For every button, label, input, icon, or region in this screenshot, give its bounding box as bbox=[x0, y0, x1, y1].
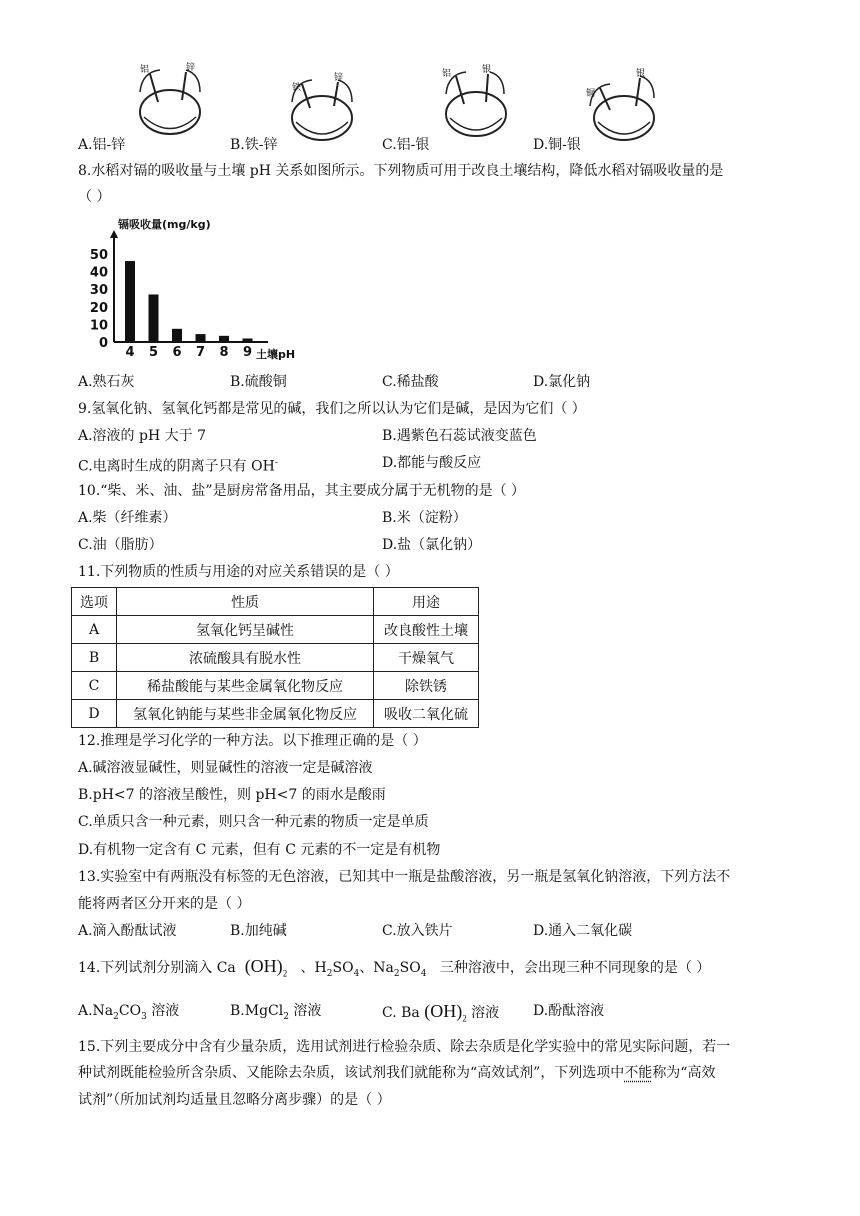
table-row bbox=[72, 700, 479, 728]
x-tick-label: 7 bbox=[195, 345, 206, 360]
table-cell: 稀盐酸能与某些金属氧化物反应 bbox=[117, 672, 374, 700]
q13-option-b: B.加纯碱 bbox=[230, 923, 287, 939]
electrode-left-label: 铜 bbox=[586, 89, 596, 99]
q15-line2-c: 称为“高效 bbox=[652, 1065, 716, 1081]
y-tick-label: 0 bbox=[98, 336, 108, 351]
q7-option-b: B.铁-锌 bbox=[230, 137, 278, 153]
q13-option-d: D.通入二氧化碳 bbox=[533, 923, 633, 939]
x-tick-label: 8 bbox=[219, 345, 229, 360]
table-cell: B bbox=[72, 644, 117, 672]
q14-stem-suffix: 三种溶液中，会出现三种不同现象的是（ ） bbox=[439, 960, 711, 976]
q10-option-d: D.盐（氯化钠） bbox=[382, 537, 482, 553]
table-header-row bbox=[72, 588, 479, 616]
table-row bbox=[72, 644, 479, 672]
q15-emphasis: 不能 bbox=[624, 1065, 653, 1081]
q9-option-d: D.都能与酸反应 bbox=[382, 455, 482, 471]
hydroxide-group: $(OH)_2$ bbox=[244, 956, 288, 979]
q14-option-c bbox=[382, 1001, 499, 1029]
q14-option-a-tail: CO bbox=[118, 1003, 142, 1019]
y-tick-label: 50 bbox=[89, 248, 108, 263]
so4-formula: SO bbox=[332, 960, 354, 976]
table-row bbox=[72, 672, 479, 700]
q15-line3: 试剂”（所加试剂均适量且忽略分离步骤）的是（ ） bbox=[78, 1092, 391, 1108]
x-tick-label: 6 bbox=[172, 345, 182, 360]
x-axis-label: 土壤pH bbox=[256, 348, 296, 361]
electrode-left-label: 铝 bbox=[442, 69, 452, 79]
so4-formula: SO bbox=[399, 960, 421, 976]
x-tick-label: 9 bbox=[242, 345, 253, 360]
q11-stem: 11.下列物质的性质与用途的对应关系错误的是（ ） bbox=[78, 564, 399, 580]
q14-option-b-unit: 溶液 bbox=[293, 1003, 322, 1019]
q8-option-a: A.熟石灰 bbox=[78, 374, 135, 390]
bar bbox=[196, 334, 206, 342]
y-axis-arrow bbox=[110, 230, 118, 238]
table-cell: 氢氧化钙呈碱性 bbox=[117, 616, 374, 644]
hydroxide-group: $(OH)_2$ bbox=[424, 1001, 467, 1024]
q9-option-b: B.遇紫色石蕊试液变蓝色 bbox=[382, 428, 537, 444]
q7-figure-c bbox=[436, 62, 516, 142]
q11-table bbox=[71, 587, 479, 728]
q8-option-d: D.氯化钠 bbox=[533, 374, 591, 390]
q12-option-b: B.pH<7 的溶液呈酸性，则 pH<7 的雨水是酸雨 bbox=[78, 787, 386, 803]
q13-option-c: C.放入铁片 bbox=[382, 923, 453, 939]
x-axis-ticks bbox=[125, 345, 252, 360]
electrode-right-label: 锌 bbox=[186, 63, 196, 73]
q8-stem: 8.水稻对镉的吸收量与土壤 pH 关系如图所示。下列物质可用于改良土壤结构，降低水稻对镉吸收量的是 bbox=[78, 163, 724, 179]
q15-line2-a: 种试剂既能检验所含杂质、又能除去杂质，该试剂我们就能称为“高效试剂”，下列选项中 bbox=[78, 1065, 625, 1081]
q14-option-a-text: A.Na bbox=[78, 1003, 114, 1019]
table-cell: A bbox=[72, 616, 117, 644]
q14-option-a-unit: 溶液 bbox=[151, 1003, 180, 1019]
q15-line1: 15.下列主要成分中含有少量杂质，选用试剂进行检验杂质、除去杂质是化学实验中的常见实际问题，若一 bbox=[78, 1039, 731, 1055]
table-cell: 干燥氧气 bbox=[374, 644, 479, 672]
q14-stem: 14.下列试剂分别滴入 Ca $(OH)_2$ 、$H_2SO_4$、$Na_2SO_4$ 三种溶液中，会出现三种不同现象的是（ ） bbox=[78, 956, 711, 979]
q10-option-a: A.柴（纤维素） bbox=[78, 510, 177, 526]
q8-option-b: B.硫酸铜 bbox=[230, 374, 287, 390]
y-tick-label: 30 bbox=[89, 283, 108, 299]
electrode-left-label: 铝 bbox=[140, 65, 150, 75]
electrode-right-label: 银 bbox=[482, 65, 492, 75]
q7-option-a: A.铝-锌 bbox=[78, 137, 126, 153]
q14-option-d: D.酚酞溶液 bbox=[533, 1003, 605, 1019]
table-cell: 氢氧化钠能与某些非金属氧化物反应 bbox=[117, 700, 374, 728]
q7-figure-b bbox=[282, 62, 362, 148]
q13-stem-line2: 能将两者区分开来的是（ ） bbox=[78, 896, 251, 912]
q8-paren: （ ） bbox=[78, 189, 111, 205]
charge-sup: - bbox=[274, 458, 278, 468]
x-tick-label: 4 bbox=[125, 345, 135, 360]
q14-option-b-text: B.MgCl bbox=[230, 1003, 284, 1019]
table-cell: C bbox=[72, 672, 117, 700]
q14-option-a: $A.Na_2CO_3$ 溶液 bbox=[78, 1003, 180, 1022]
q15-line2 bbox=[78, 1063, 715, 1083]
y-tick-label: 40 bbox=[89, 265, 108, 281]
q14-option-c-text: C. Ba bbox=[382, 1005, 420, 1021]
electrode-right-label: 锌 bbox=[334, 73, 344, 83]
q10-option-c: C.油（脂肪） bbox=[78, 537, 163, 553]
x-tick-label: 5 bbox=[148, 345, 159, 360]
table-row bbox=[72, 616, 479, 644]
q10-option-b: B.米（淀粉） bbox=[382, 510, 467, 526]
q7-option-d: D.铜-银 bbox=[533, 137, 581, 153]
electrode-left-label: 铁 bbox=[292, 83, 302, 93]
q7-figure-a bbox=[130, 62, 210, 142]
q14-stem-prefix: 14.下列试剂分别滴入 Ca bbox=[78, 960, 236, 976]
y-axis-label: 镉吸收量(mg/kg) bbox=[118, 218, 211, 231]
table-cell: D bbox=[72, 700, 117, 728]
table-cell: 改良酸性土壤 bbox=[374, 616, 479, 644]
q14-stem-sep: 、Na bbox=[359, 960, 394, 976]
q7-option-c: C.铝-银 bbox=[382, 137, 430, 153]
q12-option-c: C.单质只含一种元素，则只含一种元素的物质一定是单质 bbox=[78, 814, 429, 830]
table-cell: 吸收二氧化硫 bbox=[374, 700, 479, 728]
table-header-cell: 用途 bbox=[374, 588, 479, 616]
q13-option-a: A.滴入酚酞试液 bbox=[78, 923, 177, 939]
q8-option-c: C.稀盐酸 bbox=[382, 374, 439, 390]
q9-option-c-text: C.电离时生成的阴离子只有 OH bbox=[78, 458, 275, 475]
q9-option-a: A.溶液的 pH 大于 7 bbox=[78, 428, 206, 444]
electrode-right-label: 银 bbox=[636, 69, 646, 79]
q13-stem-line1: 13.实验室中有两瓶没有标签的无色溶液，已知其中一瓶是盐酸溶液，另一瓶是氢氧化钠溶液，下列方法不 bbox=[78, 869, 731, 885]
table-header-cell: 性质 bbox=[117, 588, 374, 616]
q10-stem: 10.“柴、米、油、盐”是厨房常备用品，其主要成分属于无机物的是（ ） bbox=[78, 483, 526, 499]
q9-stem: 9.氢氧化钠、氢氧化钙都是常见的碱，我们之所以认为它们是碱，是因为它们（ ） bbox=[78, 401, 586, 417]
table-cell: 浓硫酸具有脱水性 bbox=[117, 644, 374, 672]
q9-option-c bbox=[78, 453, 278, 477]
bar-series bbox=[125, 261, 253, 342]
y-axis-ticks bbox=[90, 248, 108, 351]
bar bbox=[172, 329, 182, 342]
y-tick-label: 20 bbox=[89, 300, 108, 316]
q12-option-a: A.碱溶液显碱性，则显碱性的溶液一定是碱溶液 bbox=[78, 760, 373, 776]
table-cell: 除铁锈 bbox=[374, 672, 479, 700]
bar bbox=[149, 294, 159, 342]
q14-option-c-unit: 溶液 bbox=[471, 1005, 500, 1021]
q8-bar-chart bbox=[78, 214, 318, 364]
q7-figure-d bbox=[584, 62, 664, 148]
q14-stem-mid: 、H bbox=[300, 960, 327, 976]
q12-option-d: D.有机物一定含有 C 元素，但有 C 元素的不一定是有机物 bbox=[78, 842, 441, 858]
bar bbox=[125, 261, 135, 342]
q14-option-b: B.MgCl$_2$ 溶液 bbox=[230, 1003, 322, 1022]
y-tick-label: 10 bbox=[89, 318, 108, 334]
q12-stem: 12.推理是学习化学的一种方法。以下推理正确的是（ ） bbox=[78, 733, 427, 749]
table-header-cell: 选项 bbox=[72, 588, 117, 616]
